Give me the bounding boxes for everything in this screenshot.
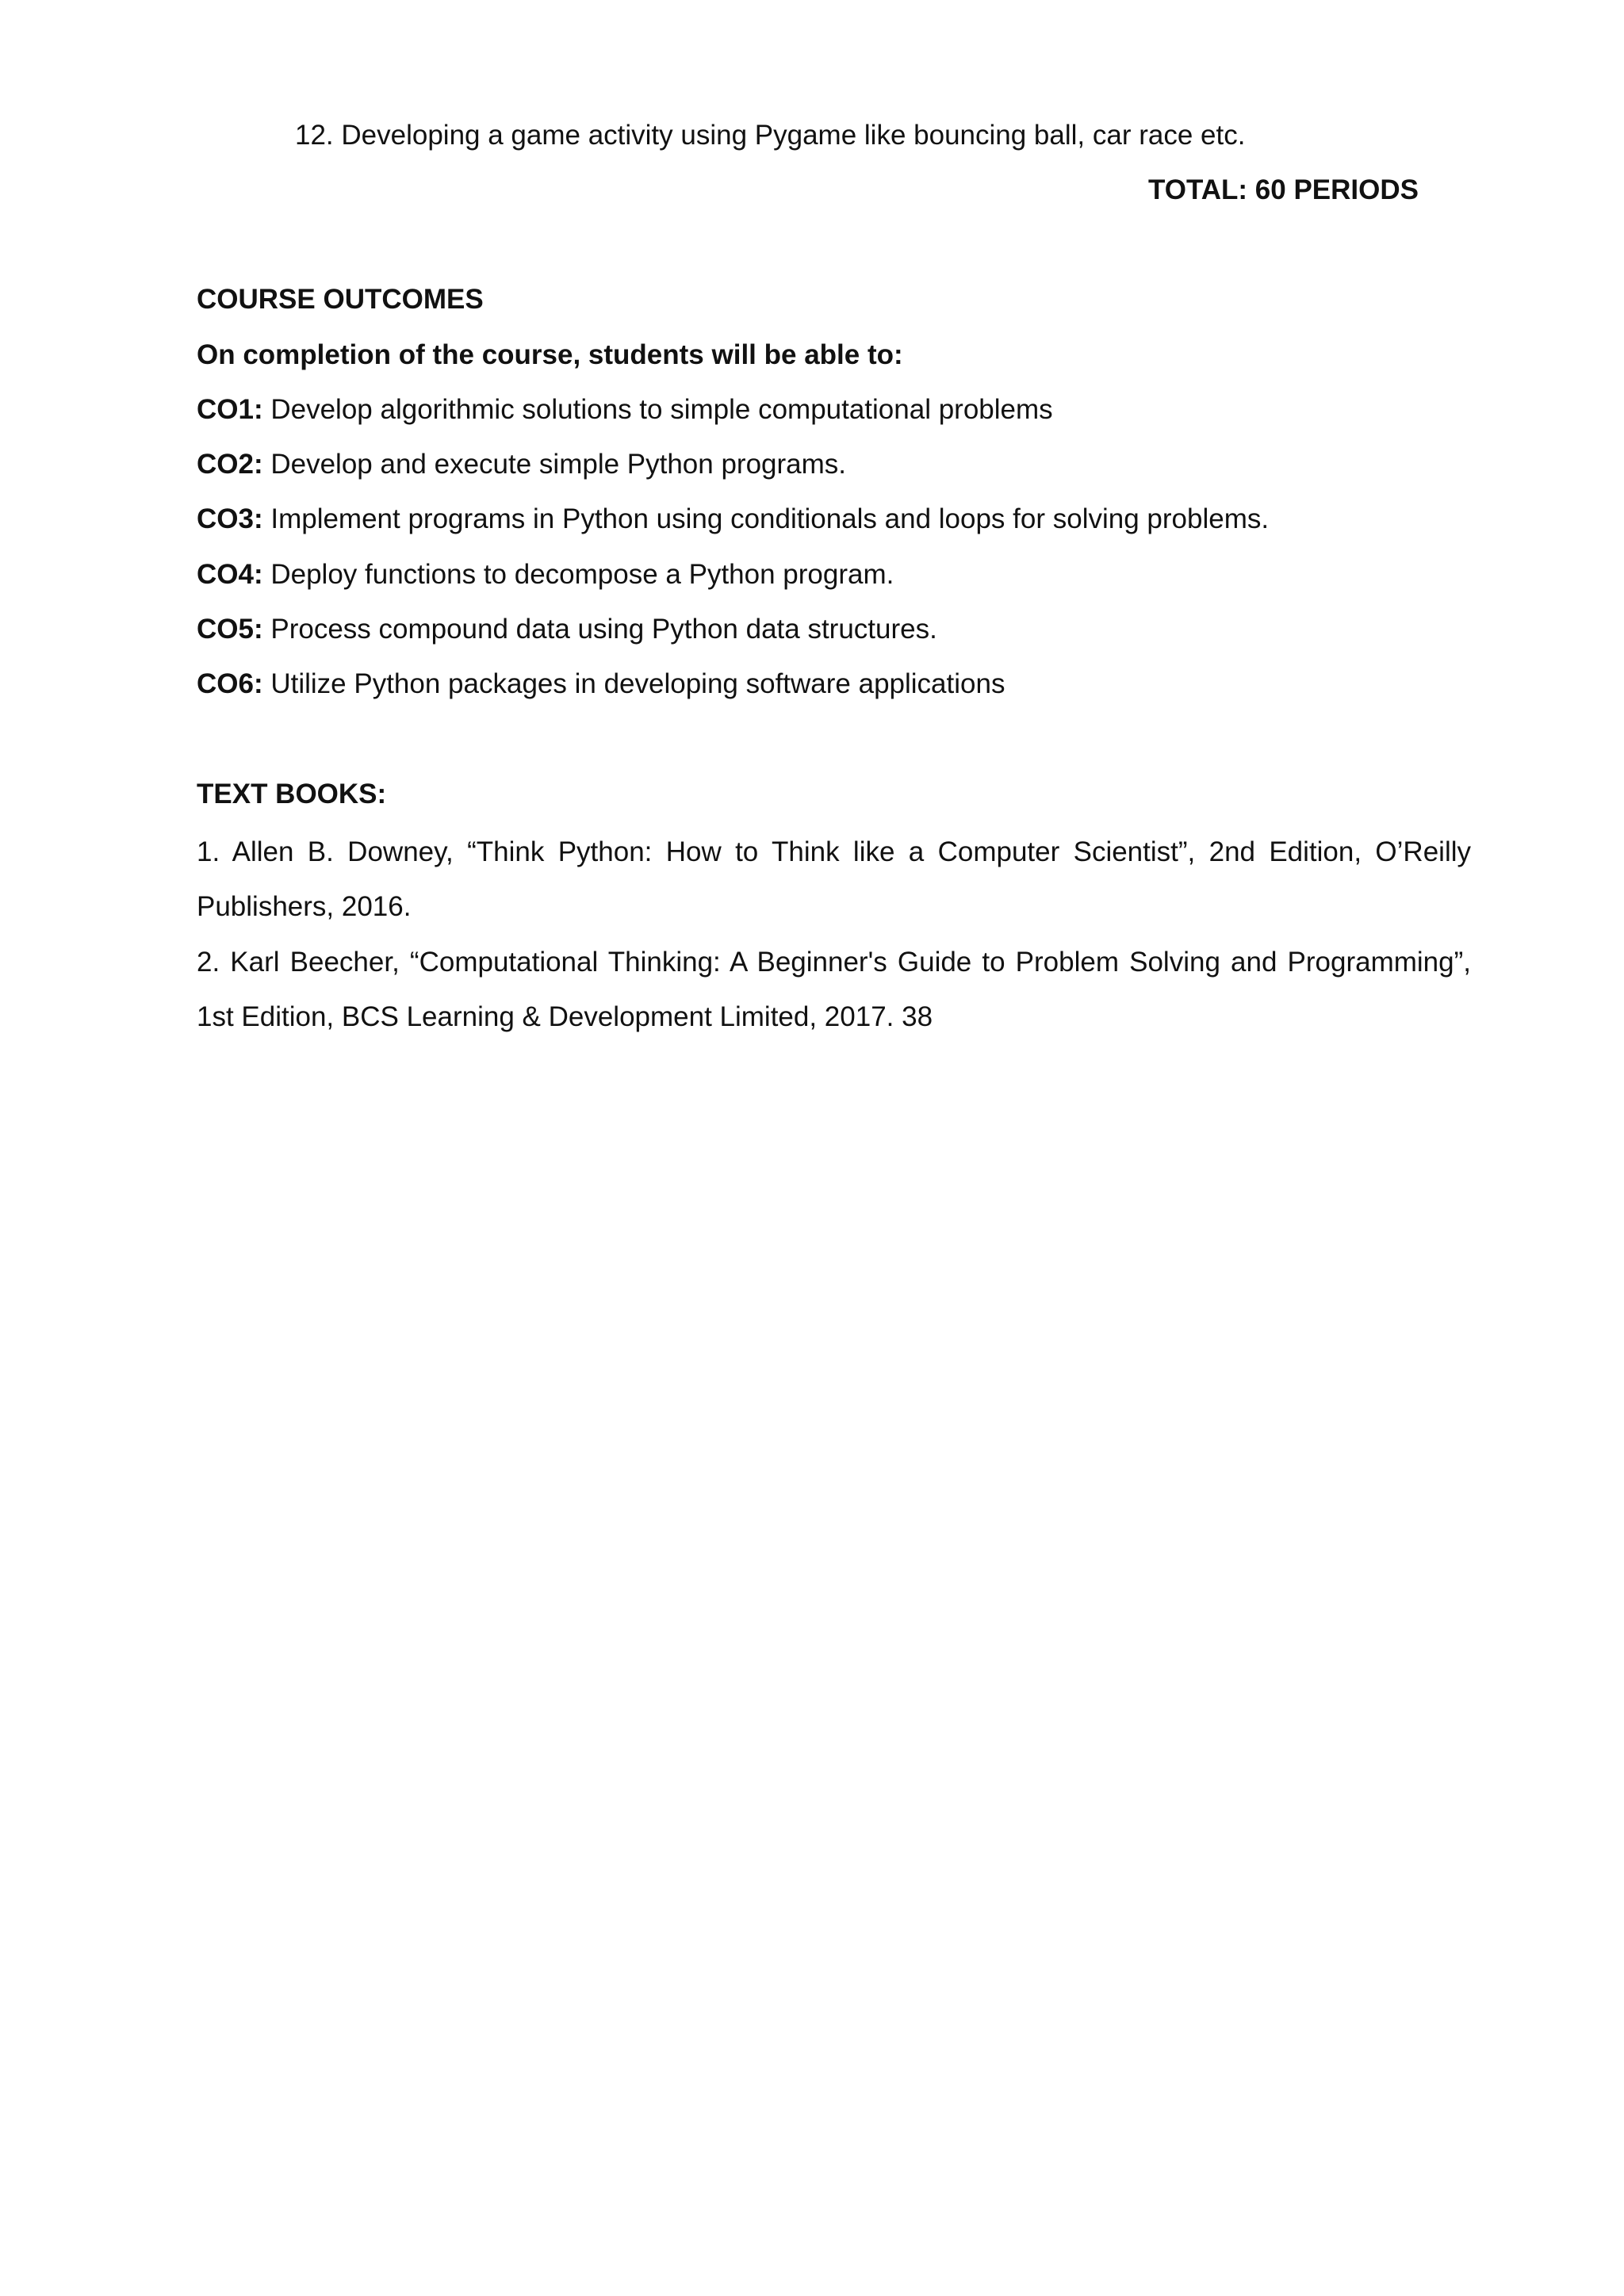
course-outcome-co4 [197,557,894,593]
course-outcomes-intro: On completion of the course, students will be able to: [197,339,903,370]
course-outcome-label: CO4: [197,559,263,590]
practical-list-item-12: 12. Developing a game activity using Pygame like bouncing ball, car race etc. [295,120,1246,151]
course-outcome-co3 [197,501,1269,538]
course-outcome-label: CO3: [197,503,263,534]
course-outcomes-heading: COURSE OUTCOMES [197,284,484,315]
text-book-2: 2. Karl Beecher, “Computational Thinking: A Beginner's Guide to Problem Solving and Programming”, 1st Edition, BCS Learning & Development Limited, 2017. 38 [197,947,1471,1032]
course-outcome-co5 [197,611,937,648]
course-outcome-label: CO1: [197,394,263,425]
course-outcome-label: CO6: [197,668,263,699]
total-periods: TOTAL: 60 PERIODS [1148,174,1419,205]
course-outcome-text: Implement programs in Python using conditionals and loops for solving problems. [262,503,1270,534]
text-book-1: 1. Allen B. Downey, “Think Python: How to Think like a Computer Scientist”, 2nd Edition, O’Reilly Publishers, 2016. [197,836,1471,922]
course-outcome-text: Deploy functions to decompose a Python program. [262,559,894,590]
course-outcome-co6 [197,666,1005,702]
text-books-heading: TEXT BOOKS: [197,779,387,809]
course-outcome-label: CO5: [197,614,263,645]
course-outcome-text: Process compound data using Python data structures. [262,614,937,645]
course-outcome-label: CO2: [197,449,263,480]
course-outcome-co2 [197,446,846,483]
course-outcome-text: Utilize Python packages in developing software applications [262,668,1005,699]
course-outcome-text: Develop and execute simple Python programs. [262,449,847,480]
course-outcome-co1 [197,392,1053,428]
course-outcome-text: Develop algorithmic solutions to simple computational problems [262,394,1053,425]
